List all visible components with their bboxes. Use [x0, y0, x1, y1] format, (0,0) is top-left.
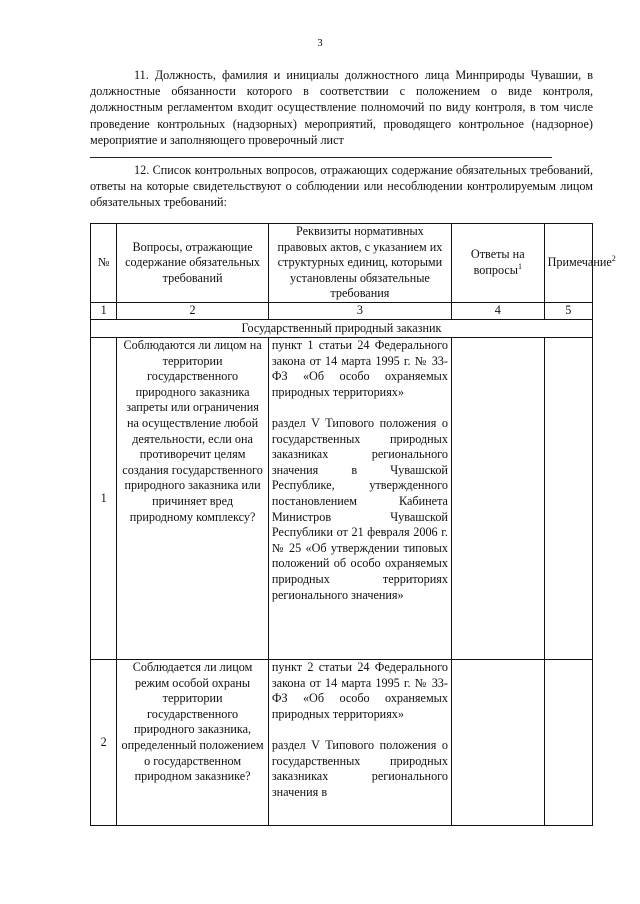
footnote-mark: 2: [611, 254, 616, 264]
row-question: Соблюдается ли лицом режим особой охраны территории государственного природного заказника, определенный положением о государственном природном заказнике?: [117, 660, 269, 826]
header-answers: Ответы на вопросы$^1$: [451, 224, 544, 303]
checklist-table: [90, 223, 616, 826]
row-number: 1: [91, 338, 117, 660]
column-number: 3: [268, 303, 451, 320]
signature-line: [90, 157, 552, 158]
page-number: 3: [317, 38, 323, 49]
row-note[interactable]: [544, 660, 592, 826]
header-note: Примечание$^2$: [544, 224, 592, 303]
row-note[interactable]: [544, 338, 592, 660]
requisite-item: пункт 2 статьи 24 Федерального закона от 14 марта 1995 г. № 33-ФЗ «Об особо охраняемых природных территориях»: [271, 660, 448, 721]
row-requisites: [268, 660, 451, 826]
row-answer[interactable]: [451, 338, 544, 660]
section-row: [91, 320, 593, 338]
footnote-mark: 1: [517, 261, 522, 271]
row-requisites: [268, 338, 451, 660]
column-number: 1: [91, 303, 117, 320]
column-number-row: [91, 303, 593, 320]
table-row: [91, 660, 593, 826]
column-number: 5: [544, 303, 592, 320]
paragraph-12: 12. Список контрольных вопросов, отражающих содержание обязательных требований, ответы на которые свидетельствуют о соблюдении или несоблюдении контролируемым лицом обязательных требований:: [90, 163, 593, 210]
header-questions: Вопросы, отражающие содержание обязательных требований: [117, 224, 269, 303]
table-header-row: [91, 224, 593, 303]
row-number: 2: [91, 660, 117, 826]
row-question: Соблюдаются ли лицом на территории государственного природного заказника запреты или ограничения на осуществление любой деятельности, если она противоречит целям создания государственного природного заказника или причиняет вред природному комплексу?: [117, 338, 269, 660]
header-requisites: Реквизиты нормативных правовых актов, с указанием их структурных единиц, которыми установлены обязательные требования: [268, 224, 451, 303]
column-number: 4: [451, 303, 544, 320]
requisite-item: пункт 1 статьи 24 Федерального закона от 14 марта 1995 г. № 33-ФЗ «Об особо охраняемых природных территориях»: [271, 338, 448, 399]
paragraph-11: 11. Должность, фамилия и инициалы должностного лица Минприроды Чувашии, в должностные обязанности которого в соответствии с положением о виде контроля, должностным регламентом входит осуществление полномочий по виду контроля, в том числе проведение контрольных (надзорных) мероприятий, проводящего контрольное (надзорное) мероприятие и заполняющего проверочный лист: [90, 68, 593, 147]
table-row: [91, 338, 593, 660]
requisite-item: раздел V Типового положения о государственных природных заказниках регионального значения в Чувашской Республике, утвержденного постановлением Кабинета Министров Чувашской Республики от 21 февраля 2006 г. № 25 «Об утверждении типовых положений об особо охраняемых природных территориях регионального значения»: [271, 415, 448, 602]
section-title: Государственный природный заказник: [91, 320, 593, 338]
row-answer[interactable]: [451, 660, 544, 826]
column-number: 2: [117, 303, 269, 320]
requisite-item: раздел V Типового положения о государственных природных заказниках регионального значения в: [271, 737, 448, 799]
header-number: №: [91, 224, 117, 303]
